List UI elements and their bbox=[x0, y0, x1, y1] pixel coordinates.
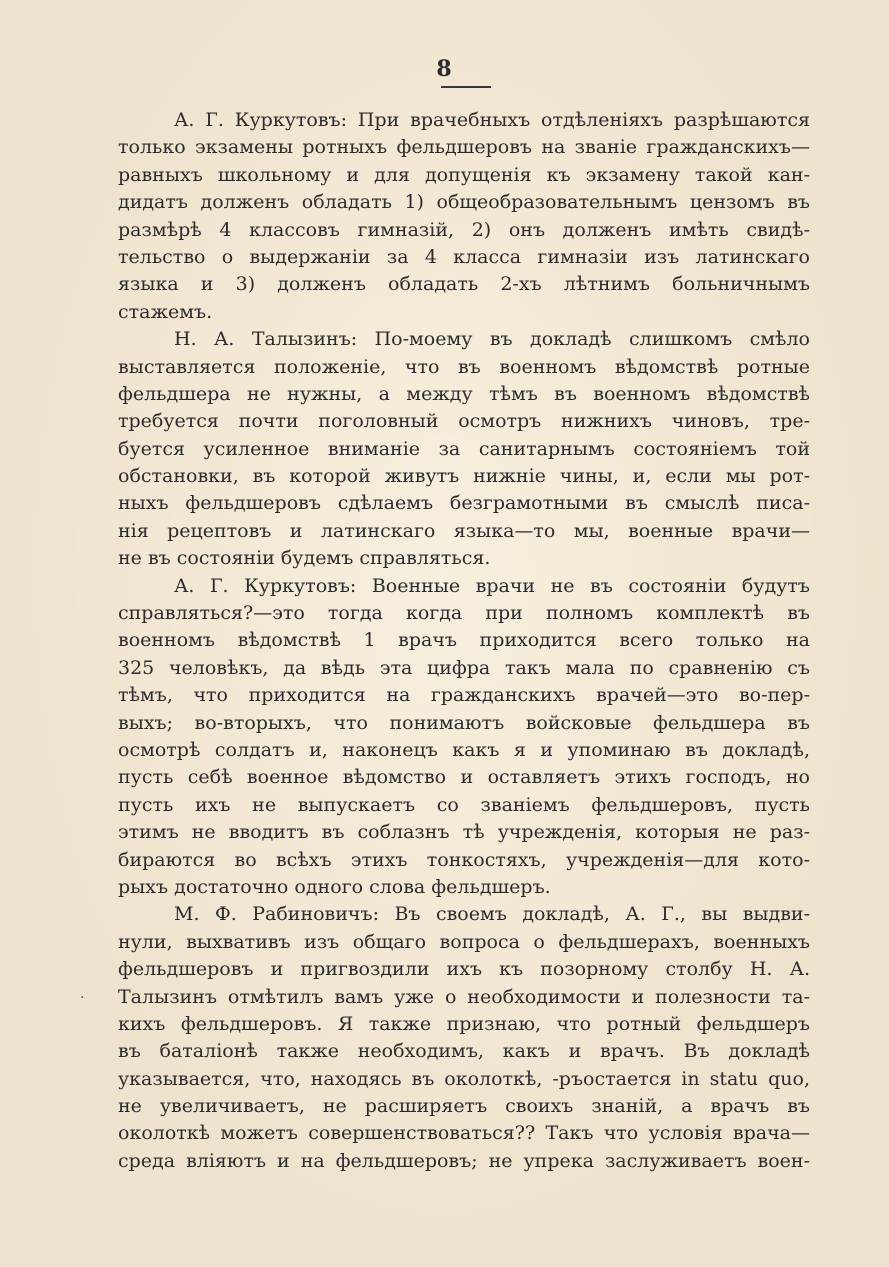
text-line: выставляется положеніе, что въ военномъ вѣдомствѣ ротные bbox=[118, 355, 810, 378]
text-line: осмотрѣ солдатъ и, наконецъ какъ я и упоминаю въ докладѣ, bbox=[118, 738, 810, 761]
text-line: нули, выхвативъ изъ общаго вопроса о фельдшерахъ, военныхъ bbox=[118, 930, 810, 953]
text-line: этимъ не вводитъ въ соблазнъ тѣ учрежденія, которыя не раз- bbox=[118, 821, 810, 844]
text-line: Н. А. Талызинъ: По-моему въ докладѣ слишкомъ смѣло bbox=[174, 328, 810, 351]
text-line: размѣрѣ 4 классовъ гимназій, 2) онъ долженъ имѣть свидѣ- bbox=[118, 218, 810, 241]
text-line: околоткѣ можетъ совершенствоваться?? Такъ что условія врача— bbox=[118, 1122, 810, 1145]
text-line: 325 человѣкъ, да вѣдь эта цифра такъ мала по сравненію съ bbox=[118, 656, 810, 679]
text-line: ныхъ фельдшеровъ сдѣлаемъ безграмотными въ смыслѣ писа- bbox=[118, 492, 810, 515]
text-line: равныхъ школьному и для допущенія къ экзамену такой кан- bbox=[118, 163, 810, 186]
text-line: въ баталіонѣ также необходимъ, какъ и врачъ. Въ докладѣ bbox=[118, 1040, 810, 1063]
text-line: фельдшера не нужны, а между тѣмъ въ военномъ вѣдомствѣ bbox=[118, 382, 810, 405]
text-line: рыхъ достаточно одного слова фельдшеръ. bbox=[118, 875, 551, 898]
text-line: военномъ вѣдомствѣ 1 врачъ приходится всего только на bbox=[118, 629, 810, 652]
text-line: среда вліяютъ и на фельдшеровъ; не упрека заслуживаетъ воен- bbox=[118, 1149, 810, 1172]
text-line: требуется почти поголовный осмотръ нижнихъ чиновъ, тре- bbox=[118, 410, 810, 433]
text-line: нія рецептовъ и латинскаго языка—то мы, военные врачи— bbox=[118, 519, 810, 542]
text-line: тельство о выдержаніи за 4 класса гимназіи изъ латинскаго bbox=[118, 245, 810, 268]
text-line: не въ состояніи будемъ справляться. bbox=[118, 547, 491, 570]
text-line: М. Ф. Рабиновичъ: Въ своемъ докладѣ, А. Г., вы выдви- bbox=[174, 903, 810, 926]
text-line: буется усиленное вниманіе за санитарнымъ состояніемъ той bbox=[118, 437, 810, 460]
text-line: обстановки, въ которой живутъ нижніе чины, и, если мы рот- bbox=[118, 465, 810, 488]
text-line: кихъ фельдшеровъ. Я также признаю, что ротный фельдшеръ bbox=[118, 1012, 810, 1035]
text-line: выхъ; во-вторыхъ, что понимаютъ войсковые фельдшера въ bbox=[118, 711, 810, 734]
text-line: дидатъ долженъ обладать 1) общеобразовательнымъ цензомъ въ bbox=[118, 191, 810, 214]
text-line: А. Г. Куркутовъ: При врачебныхъ отдѣленіяхъ разрѣшаются bbox=[174, 109, 810, 131]
text-line: языка и 3) долженъ обладать 2-хъ лѣтнимъ больничнымъ bbox=[118, 273, 810, 296]
text-line: стажемъ. bbox=[118, 300, 213, 323]
page-number-underline bbox=[441, 86, 491, 88]
text-line: тѣмъ, что приходится на гражданскихъ врачей—это во-пер- bbox=[118, 684, 810, 707]
text-line: пусть себѣ военное вѣдомство и оставляетъ этихъ господъ, но bbox=[118, 766, 810, 789]
text-line: бираются во всѣхъ этихъ тонкостяхъ, учрежденія—для кото- bbox=[118, 848, 810, 871]
text-line: справляться?—это тогда когда при полномъ комплектѣ въ bbox=[118, 602, 810, 625]
text-line: не увеличиваетъ, не расширяетъ своихъ знаній, а врачъ въ bbox=[118, 1095, 810, 1118]
text-line: А. Г. Куркутовъ: Военные врачи не въ состояніи будутъ bbox=[174, 574, 810, 597]
text-line: только экзамены ротныхъ фельдшеровъ на званіе гражданскихъ— bbox=[118, 136, 810, 159]
body-text bbox=[118, 107, 810, 1175]
text-line: фельдшеровъ и пригвоздили ихъ къ позорному столбу Н. А. bbox=[118, 958, 810, 981]
margin-dot: · bbox=[80, 990, 85, 1006]
text-line: пусть ихъ не выпускаетъ со званіемъ фельдшеровъ, пусть bbox=[118, 793, 810, 816]
text-line: Талызинъ отмѣтилъ вамъ уже о необходимости и полезности та- bbox=[118, 985, 810, 1008]
page-number: 8 bbox=[436, 56, 453, 82]
text-line: указывается, что, находясь въ околоткѣ, -ръостается in statu quo, bbox=[118, 1067, 810, 1090]
